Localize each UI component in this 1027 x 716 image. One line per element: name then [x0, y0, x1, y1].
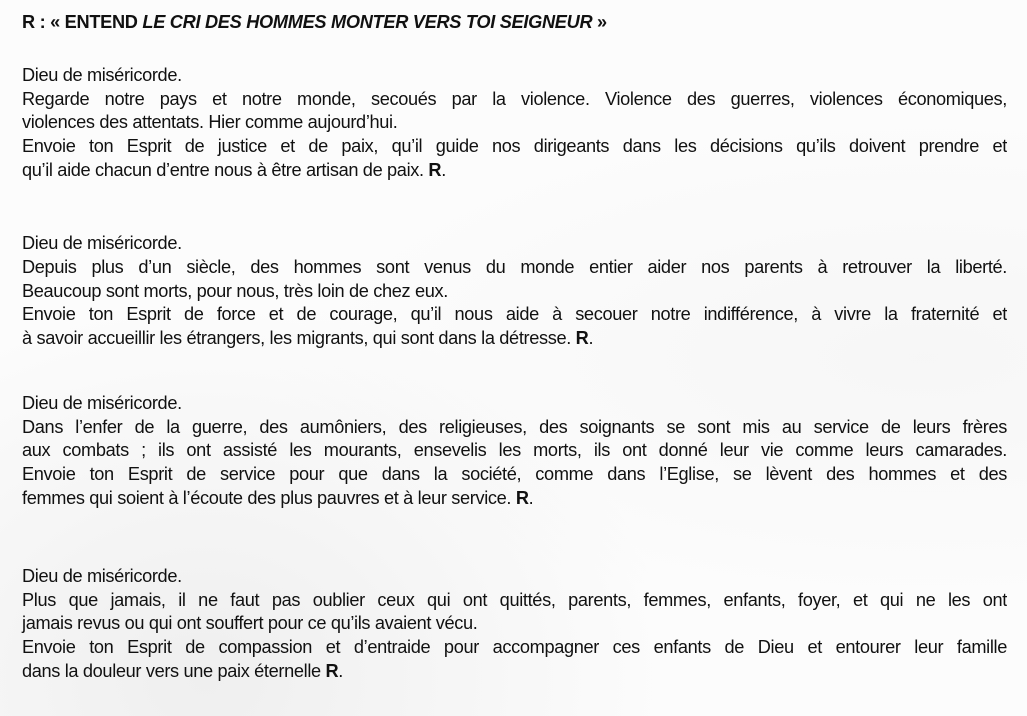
response-marker: R — [515, 488, 529, 508]
response-period: . — [338, 661, 343, 681]
response-marker: R — [325, 661, 339, 681]
intention-line: aux combats ; ils ont assisté les mourants, ensevelis les morts, ils ont donné leur vie comme leurs camarades. — [22, 440, 1007, 460]
heading-suffix: » — [592, 12, 607, 32]
intention-line — [22, 660, 1007, 682]
heading-italic-title: LE CRI DES HOMMES MONTER VERS TOI SEIGNEUR — [142, 12, 593, 32]
intention-line: Dans l’enfer de la guerre, des aumôniers, des religieuses, des soignants se sont mis au service de leurs frères — [22, 417, 1007, 437]
intention-text: qu’il aide chacun d’entre nous à être artisan de paix. — [22, 160, 429, 180]
intention-line — [22, 159, 1007, 181]
intention-text: dans la douleur vers une paix éternelle — [22, 661, 326, 681]
intention-line: Plus que jamais, il ne faut pas oublier ceux qui ont quittés, parents, femmes, enfants, foyer, et qui ne les ont — [22, 590, 1007, 610]
invocation: Dieu de miséricorde. — [22, 65, 182, 85]
intention-line: violences des attentats. Hier comme aujourd’hui. — [22, 112, 398, 132]
invocation: Dieu de miséricorde. — [22, 233, 182, 253]
intention-line: Depuis plus d’un siècle, des hommes sont venus du monde entier aider nos parents à retrouver la liberté. — [22, 257, 1007, 277]
heading-prefix: R : « ENTEND — [22, 12, 143, 32]
intention-text: à savoir accueillir les étrangers, les migrants, qui sont dans la détresse. — [22, 328, 576, 348]
intention-line: jamais revus ou qui ont souffert pour ce qu’ils avaient vécu. — [22, 613, 478, 633]
intention-text: femmes qui soient à l’écoute des plus pauvres et à leur service. — [22, 488, 516, 508]
response-marker: R — [428, 160, 442, 180]
response-period: . — [588, 328, 594, 348]
response-period: . — [441, 160, 446, 180]
intention-line — [22, 487, 1007, 509]
intention-line: Envoie ton Esprit de force et de courage, qu’il nous aide à secouer notre indifférence, à vivre la fraternité et — [22, 304, 1007, 324]
response-period: . — [528, 488, 534, 508]
intention-line: Envoie ton Esprit de service pour que dans la société, comme dans l’Eglise, se lèvent des hommes et des — [22, 464, 1007, 484]
intention-line: Regarde notre pays et notre monde, secoués par la violence. Violence des guerres, violences économiques, — [22, 89, 1007, 109]
intention-line: Envoie ton Esprit de compassion et d’entraide pour accompagner ces enfants de Dieu et entourer leur famille — [22, 637, 1007, 657]
intention-line: Beaucoup sont morts, pour nous, très loin de chez eux. — [22, 281, 448, 301]
response-marker: R — [575, 328, 589, 348]
invocation: Dieu de miséricorde. — [22, 566, 182, 586]
intention-line — [22, 327, 1007, 349]
invocation: Dieu de miséricorde. — [22, 393, 182, 413]
intention-line: Envoie ton Esprit de justice et de paix, qu’il guide nos dirigeants dans les décisions qu’ils doivent prendre et — [22, 136, 1007, 156]
refrain-heading — [22, 11, 607, 33]
